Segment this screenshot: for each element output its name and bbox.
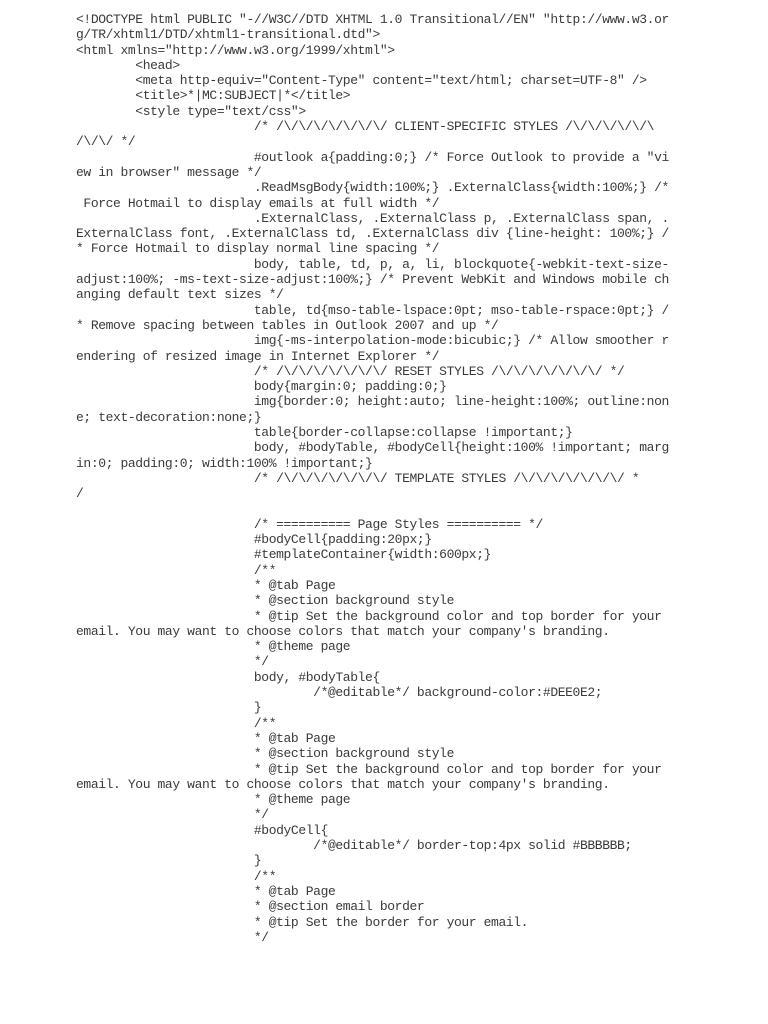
code-line: * Remove spacing between tables in Outlook 2007 and up */ [76,317,499,333]
code-line: body{margin:0; padding:0;} [76,379,447,395]
code-line: <style type="text/css"> [76,103,306,119]
code-line: * @tab Page [76,577,336,593]
code-line: email. You may want to choose colors that match your company's branding. [76,623,610,639]
code-line: email. You may want to choose colors that match your company's branding. [76,776,610,792]
code-line: table{border-collapse:collapse !important;} [76,425,573,441]
code-line: * @section background style [76,746,454,762]
code-line: g/TR/xhtml1/DTD/xhtml1-transitional.dtd"> [76,27,380,43]
code-line: /*@editable*/ border-top:4px solid #BBBBBB; [76,838,632,854]
code-line: #bodyCell{padding:20px;} [76,532,432,548]
code-line: #templateContainer{width:600px;} [76,547,492,563]
code-line: /* /\/\/\/\/\/\/\/ TEMPLATE STYLES /\/\/\/\/\/\/\/ * [76,470,640,486]
code-line [76,502,669,517]
code-line: */ [76,654,269,670]
code-line: / [76,486,84,502]
code-line: /*@editable*/ background-color:#DEE0E2; [76,685,603,701]
code-line: .ExternalClass, .ExternalClass p, .ExternalClass span, . [76,210,669,226]
code-line: /** [76,715,277,731]
code-line: /** [76,868,277,884]
code-line: * @tab Page [76,883,336,899]
code-line: <html xmlns="http://www.w3.org/1999/xhtml"> [76,42,395,58]
code-line: /\/\/ */ [76,134,136,150]
code-line: */ [76,929,269,945]
code-line: adjust:100%; -ms-text-size-adjust:100%;} /* Prevent WebKit and Windows mobile ch [76,272,669,288]
code-line: * @section background style [76,593,454,609]
code-line: #outlook a{padding:0;} /* Force Outlook to provide a "vi [76,149,669,165]
code-line: table, td{mso-table-lspace:0pt; mso-table-rspace:0pt;} / [76,302,669,318]
code-line: /* /\/\/\/\/\/\/\/ CLIENT-SPECIFIC STYLES /\/\/\/\/\/\ [76,119,655,135]
code-line: anging default text sizes */ [76,287,284,303]
code-line: * Force Hotmail to display normal line spacing */ [76,241,440,257]
code-line: in:0; padding:0; width:100% !important;} [76,455,373,471]
code-line: ExternalClass font, .ExternalClass td, .ExternalClass div {line-height: 100%;} / [76,226,669,242]
code-line: * @tip Set the background color and top border for your [76,608,662,624]
code-line: <title>*|MC:SUBJECT|*</title> [76,88,351,104]
code-line: * @tab Page [76,730,336,746]
code-line: } [76,700,262,716]
code-line: <head> [76,57,180,73]
code-line: * @section email border [76,899,425,915]
code-line: * @tip Set the border for your email. [76,914,529,930]
code-line: body, #bodyTable{ [76,669,380,685]
code-line: * @theme page [76,639,351,655]
source-code-block [76,12,669,945]
code-line: Force Hotmail to display emails at full width */ [76,195,440,211]
code-line: e; text-decoration:none;} [76,409,262,425]
code-line: img{border:0; height:auto; line-height:100%; outline:non [76,394,669,410]
code-line: #bodyCell{ [76,822,328,838]
code-line: /* /\/\/\/\/\/\/\/ RESET STYLES /\/\/\/\/\/\/\/ */ [76,363,625,379]
code-line: } [76,853,262,869]
code-line: .ReadMsgBody{width:100%;} .ExternalClass{width:100%;} /* [76,180,669,196]
code-line: * @tip Set the background color and top border for your [76,761,662,777]
code-line: */ [76,807,269,823]
code-line: <!DOCTYPE html PUBLIC "-//W3C//DTD XHTML 1.0 Transitional//EN" "http://www.w3.or [76,12,669,27]
code-line: body, #bodyTable, #bodyCell{height:100% !important; marg [76,440,669,456]
code-line: <meta http-equiv="Content-Type" content="text/html; charset=UTF-8" /> [76,73,647,89]
code-line: img{-ms-interpolation-mode:bicubic;} /* Allow smoother r [76,333,669,349]
code-line: * @theme page [76,792,351,808]
code-line: endering of resized image in Internet Explorer */ [76,348,440,364]
code-line: /* ========== Page Styles ========== */ [76,516,543,532]
code-line: ew in browser" message */ [76,164,262,180]
code-line: /** [76,562,277,578]
code-line: body, table, td, p, a, li, blockquote{-webkit-text-size- [76,256,669,272]
